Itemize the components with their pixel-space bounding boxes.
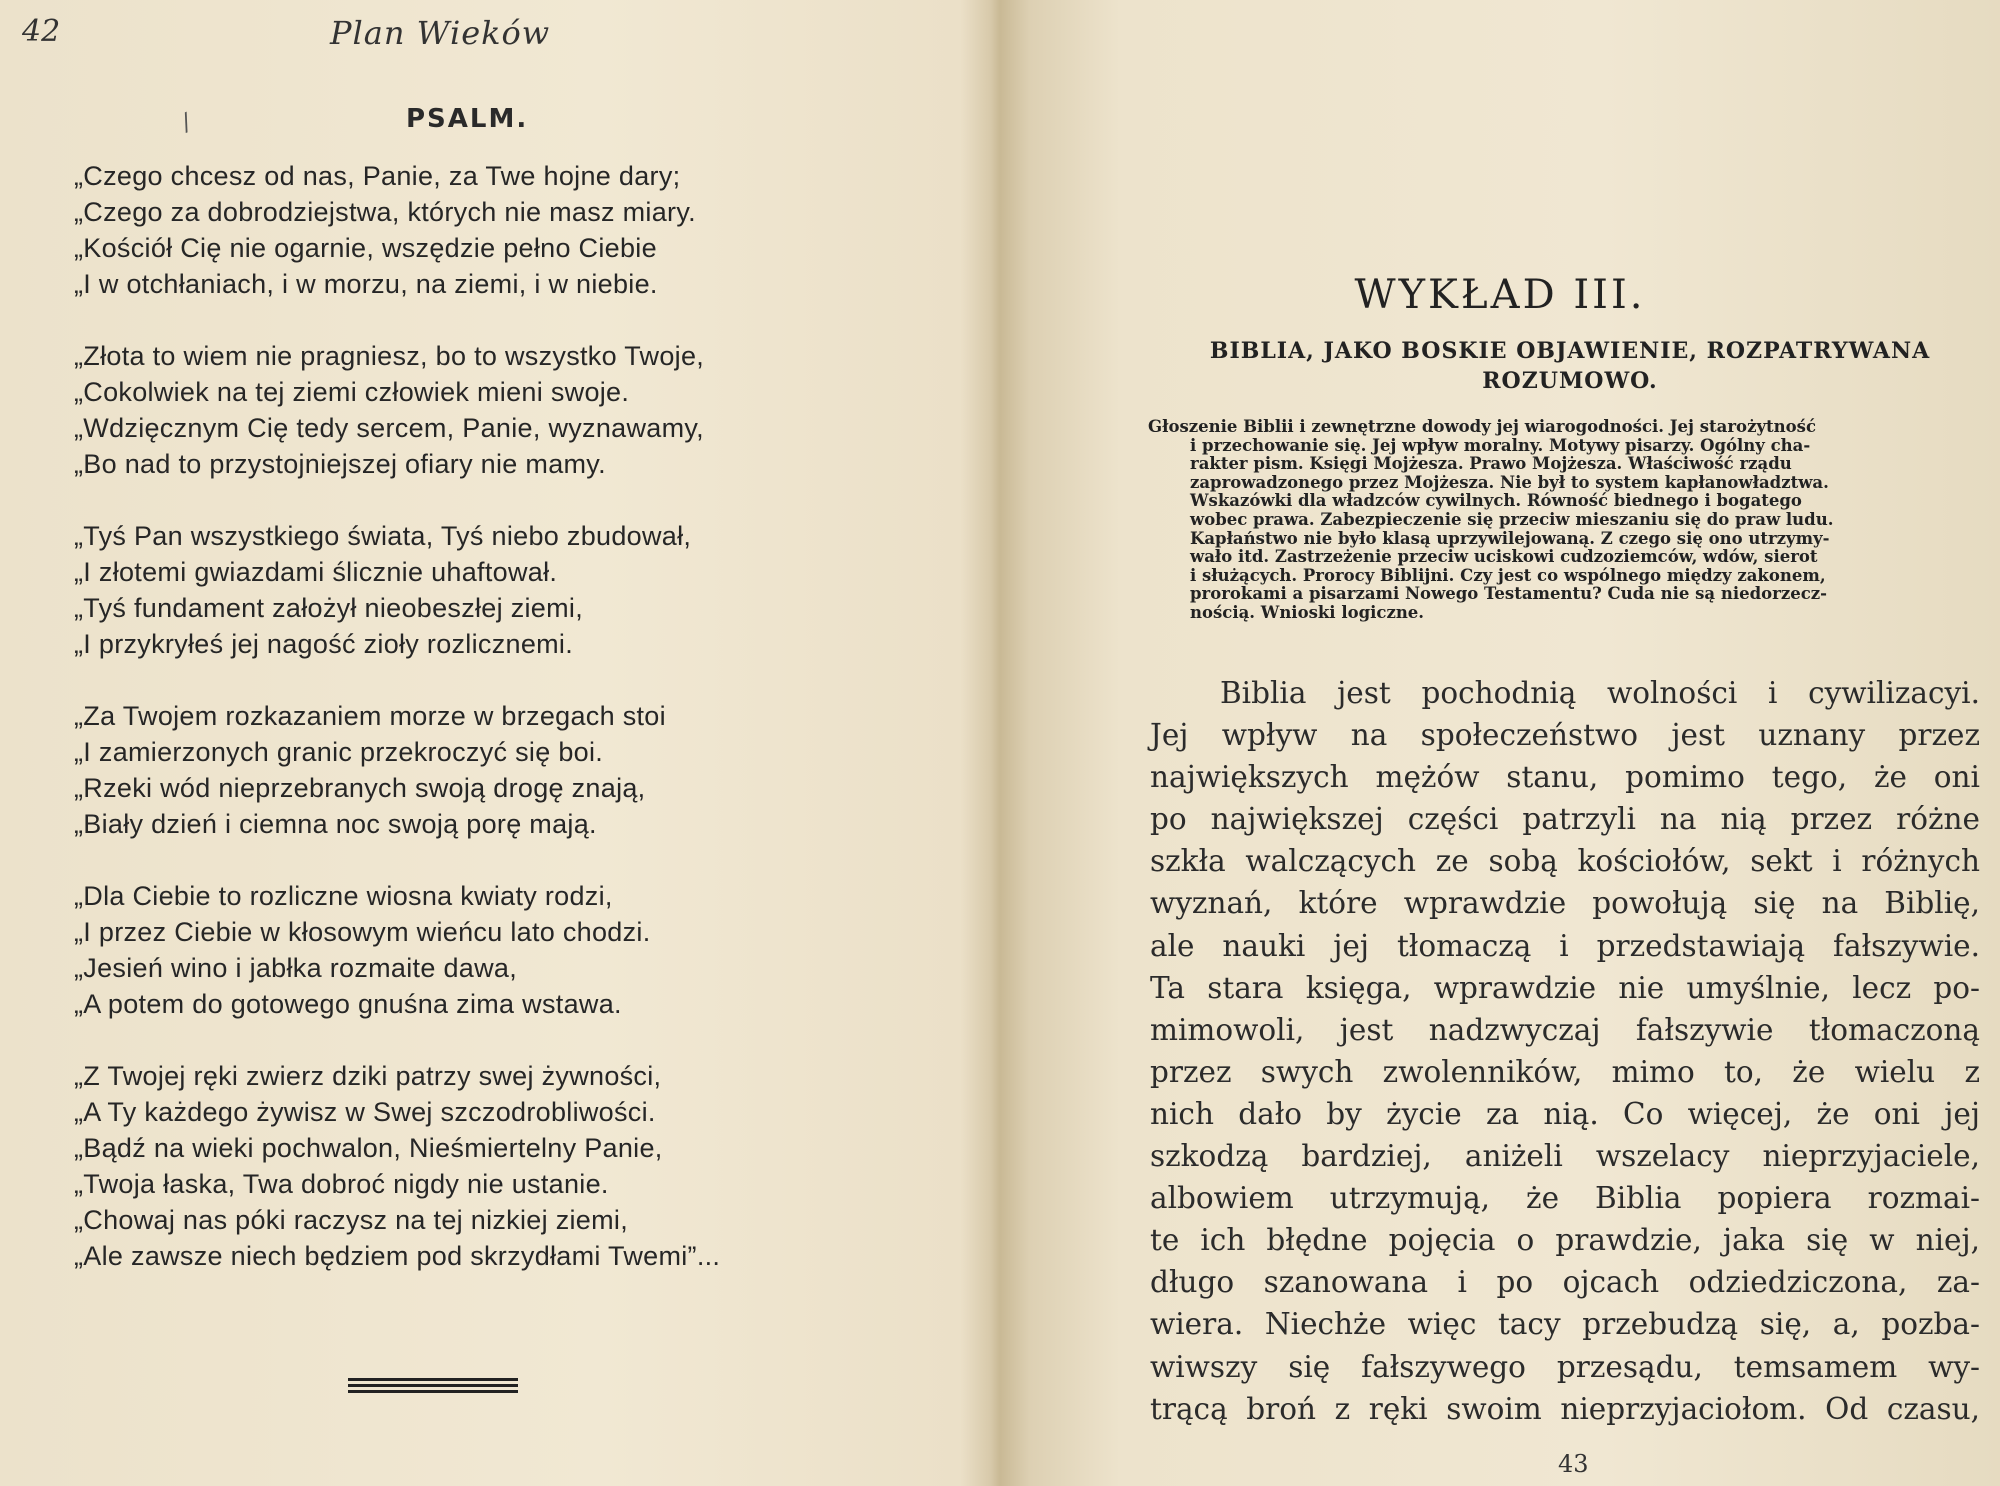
lecture-subtitle xyxy=(1130,336,2000,396)
verse-line: „Biały dzień i ciemna noc swoją porę mają. xyxy=(74,809,597,839)
body-text xyxy=(1150,672,1980,1430)
chapter-summary xyxy=(1148,418,1980,623)
subtitle-line: ROZUMOWO. xyxy=(1482,368,1658,394)
body-line: wiera. Niechże więc tacy przebudzą się, a, pozba- xyxy=(1150,1307,1980,1342)
verse-line: „Cokolwiek na tej ziemi człowiek mieni swoje. xyxy=(74,377,630,407)
body-line: przez swych zwolenników, mimo to, że wielu z xyxy=(1150,1054,1980,1089)
verse-line: „Dla Ciebie to rozliczne wiosna kwiaty rodzi, xyxy=(74,881,613,911)
verse-line: „I zamierzonych granic przekroczyć się boi. xyxy=(74,737,604,767)
body-line: mimowoli, jest nadzwyczaj fałszywie tłomaczoną xyxy=(1150,1012,1980,1047)
verse-line: „I w otchłaniach, i w morzu, na ziemi, i w niebie. xyxy=(74,269,658,299)
verse-line: „Wdzięcznym Cię tedy sercem, Panie, wyznawamy, xyxy=(74,413,704,443)
body-line: szkła walczących ze sobą kościołów, sekt i różnych xyxy=(1150,844,1980,879)
page-number-right: 43 xyxy=(1558,1450,1589,1478)
verse-line: „Tyś fundament założył nieobeszłej ziemi, xyxy=(74,593,584,623)
stanza xyxy=(74,1058,874,1274)
page-number-left: 42 xyxy=(22,14,61,49)
body-line: wiwszy się fałszywego przesądu, temsamem wy- xyxy=(1150,1349,1980,1384)
body-line: długo szanowana i po ojcach odziedziczona, za- xyxy=(1150,1265,1980,1300)
body-line: albowiem utrzymują, że Biblia popiera rozmai- xyxy=(1150,1181,1980,1216)
verse-line: „Czego za dobrodziejstwa, których nie masz miary. xyxy=(74,197,696,227)
summary-line: i służących. Prorocy Biblijni. Czy jest co wspólnego między zakonem, xyxy=(1190,565,1826,585)
end-ornament-rule xyxy=(348,1378,518,1398)
body-line: największych mężów stanu, pomimo tego, że oni xyxy=(1150,760,1980,795)
verse-line: „Z Twojej ręki zwierz dziki patrzy swej żywności, xyxy=(74,1061,662,1091)
verse-line: „I przez Ciebie w kłosowym wieńcu lato chodzi. xyxy=(74,917,651,947)
summary-line: i przechowanie się. Jej wpływ moralny. Motywy pisarzy. Ogólny cha- xyxy=(1190,435,1811,455)
summary-line: Głoszenie Biblii i zewnętrzne dowody jej wiarogodności. Jej starożytność xyxy=(1148,417,1816,436)
verse-line: „Bo nad to przystojniejszej ofiary nie mamy. xyxy=(74,449,606,479)
body-line: wyznań, które wprawdzie powołują się na Biblię, xyxy=(1150,886,1980,921)
psalm-poem xyxy=(74,158,874,1310)
body-line: szkodzą bardziej, aniżeli wszelacy nieprzyjaciele, xyxy=(1150,1139,1980,1174)
psalm-title: PSALM. xyxy=(406,104,529,134)
body-line: Ta stara księga, wprawdzie nie umyślnie, lecz po- xyxy=(1150,970,1980,1005)
body-line: Biblia jest pochodnią wolności i cywilizacyi. xyxy=(1220,676,1980,710)
verse-line: „Chowaj nas póki raczysz na tej nizkiej ziemi, xyxy=(74,1205,628,1235)
body-line: trącą broń z ręki swoim nieprzyjaciołom. Od czasu, xyxy=(1150,1391,1980,1426)
body-line: po największej części patrzyli na nią przez różne xyxy=(1150,802,1980,837)
verse-line: „Rzeki wód nieprzebranych swoją drogę znają, xyxy=(74,773,646,803)
running-head: Plan Wieków xyxy=(330,14,551,52)
summary-line: prorokami a pisarzami Nowego Testamentu? Cuda nie są niedorzecz- xyxy=(1190,584,1827,604)
stanza xyxy=(74,158,874,302)
verse-line: „Jesień wino i jabłka rozmaite dawa, xyxy=(74,953,517,983)
verse-line: „I złotemi gwiazdami ślicznie uhaftował. xyxy=(74,557,558,587)
lecture-title: WYKŁAD III. xyxy=(1354,272,1646,318)
summary-line: wało itd. Zastrzeżenie przeciw uciskowi cudzoziemców, wdów, sierot xyxy=(1190,547,1818,567)
stanza xyxy=(74,878,874,1022)
body-line: nich dało by życie za nią. Co więcej, że oni jej xyxy=(1150,1096,1980,1131)
summary-line: zaprowadzonego przez Mojżesza. Nie był to system kapłanowładztwa. xyxy=(1190,472,1829,492)
stanza xyxy=(74,518,874,662)
summary-line: nością. Wnioski logiczne. xyxy=(1190,602,1425,622)
left-page xyxy=(0,0,990,1486)
verse-line: „I przykryłeś jej nagość zioły rozlicznemi. xyxy=(74,629,574,659)
summary-line: wobec prawa. Zabezpieczenie się przeciw mieszaniu się do praw ludu. xyxy=(1190,509,1834,529)
stanza xyxy=(74,698,874,842)
summary-line: rakter pism. Księgi Mojżesza. Prawo Mojżesza. Właściwość rządu xyxy=(1190,454,1792,474)
summary-line: Kapłaństwo nie było klasą uprzywilejowaną. Z czego się ono utrzymy- xyxy=(1190,528,1830,548)
body-line: ale nauki jej tłomaczą i przedstawiają fałszywie. xyxy=(1150,928,1980,963)
verse-line: „Ale zawsze niech będziem pod skrzydłami Twemi”... xyxy=(74,1241,721,1271)
verse-line: „Kościół Cię nie ogarnie, wszędzie pełno Ciebie xyxy=(74,233,657,263)
verse-line: „Tyś Pan wszystkiego świata, Tyś niebo zbudował, xyxy=(74,521,692,551)
body-line: te ich błędne pojęcia o prawdzie, jaka się w niej, xyxy=(1150,1223,1980,1258)
subtitle-line: BIBLIA, JAKO BOSKIE OBJAWIENIE, ROZPATRYWANA xyxy=(1209,338,1931,364)
verse-line: „Za Twojem rozkazaniem morze w brzegach stoi xyxy=(74,701,666,731)
verse-line: „Bądź na wieki pochwalon, Nieśmiertelny Panie, xyxy=(74,1133,663,1163)
verse-line: „Złota to wiem nie pragniesz, bo to wszystko Twoje, xyxy=(74,341,705,371)
stanza xyxy=(74,338,874,482)
verse-line: „A potem do gotowego gnuśna zima wstawa. xyxy=(74,989,622,1019)
body-line: Jej wpływ na społeczeństwo jest uznany przez xyxy=(1150,718,1980,753)
verse-line: „Czego chcesz od nas, Panie, za Twe hojne dary; xyxy=(74,161,681,191)
verse-line: „A Ty każdego żywisz w Swej szczodrobliwości. xyxy=(74,1097,656,1127)
pencil-mark: / xyxy=(177,107,195,137)
summary-line: Wskazówki dla władzców cywilnych. Równość biednego i bogatego xyxy=(1190,491,1802,511)
verse-line: „Twoja łaska, Twa dobroć nigdy nie ustanie. xyxy=(74,1169,609,1199)
